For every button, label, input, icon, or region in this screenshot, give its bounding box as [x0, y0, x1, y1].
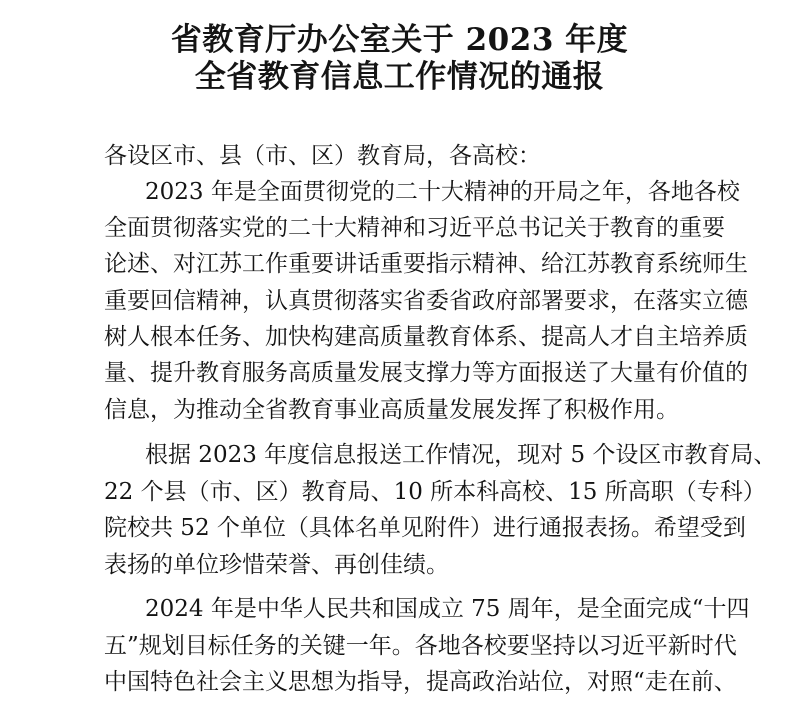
paragraph-2-line-4: 表扬的单位珍惜荣誉、再创佳绩。 [104, 552, 449, 578]
paragraph-2-line-1: 根据 2023 年度信息报送工作情况，现对 5 个设区市教育局、 [145, 442, 777, 468]
paragraph-1-line-7: 信息，为推动全省教育事业高质量发展发挥了积极作用。 [104, 397, 679, 423]
salutation: 各设区市、县（市、区）教育局，各高校： [104, 143, 541, 169]
paragraph-1-line-2: 全面贯彻落实党的二十大精神和习近平总书记关于教育的重要 [104, 215, 725, 241]
paragraph-3-line-2: 五”规划目标任务的关键一年。各地各校要坚持以习近平新时代 [104, 633, 737, 659]
paragraph-1-line-6: 量、提升教育服务高质量发展支撑力等方面报送了大量有价值的 [104, 360, 748, 386]
paragraph-1-line-1: 2023 年是全面贯彻党的二十大精神的开局之年，各地各校 [145, 179, 740, 205]
paragraph-3-line-3: 中国特色社会主义思想为指导，提高政治站位，对照“走在前、 [104, 669, 737, 695]
document-title-line-1: 省教育厅办公室关于 2023 年度 [170, 22, 629, 58]
paragraph-1-line-4: 重要回信精神，认真贯彻落实省委省政府部署要求，在落实立德 [104, 288, 748, 314]
paragraph-3-line-1: 2024 年是中华人民共和国成立 75 周年，是全面完成“十四 [145, 596, 750, 622]
document-title-line-2: 全省教育信息工作情况的通报 [194, 59, 605, 95]
paragraph-1-line-5: 树人根本任务、加快构建高质量教育体系、提高人才自主培养质 [104, 324, 748, 350]
paragraph-1-line-3: 论述、对江苏工作重要讲话重要指示精神、给江苏教育系统师生 [104, 251, 748, 277]
paragraph-2-line-3: 院校共 52 个单位（具体名单见附件）进行通报表扬。希望受到 [104, 515, 746, 541]
paragraph-2-line-2: 22 个县（市、区）教育局、10 所本科高校、15 所高职（专科） [104, 479, 766, 505]
